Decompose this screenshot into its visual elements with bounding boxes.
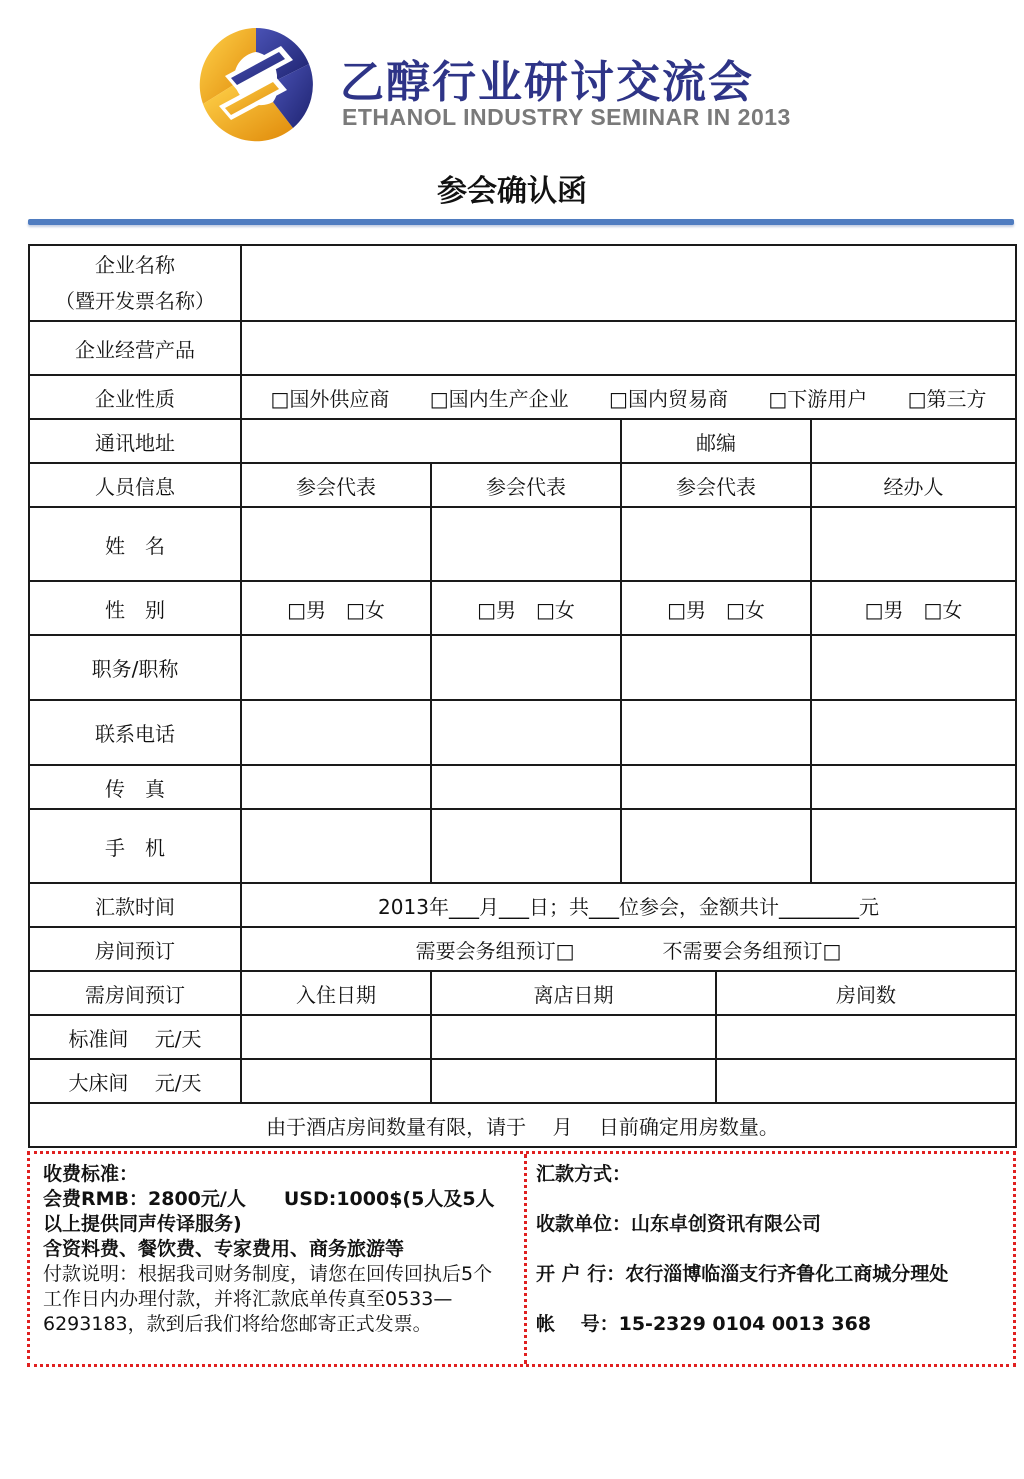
people-label: 人员信息 (29, 463, 241, 507)
brand-name-chinese: 乙醇行业研讨交流会 (340, 57, 754, 108)
hotel-note-row (29, 1103, 1016, 1147)
fee-amount: 会费RMB：2800元/人 USD:1000$(5人及5人以上提供同声传译服务) (43, 1188, 495, 1235)
registration-form (28, 244, 1017, 1148)
standard-checkin-field[interactable] (241, 1015, 431, 1059)
bank-name: 开 户 行：农行淄博临淄支行齐鲁化工商城分理处 (536, 1263, 949, 1285)
phone-field-handler[interactable] (811, 700, 1016, 765)
fax-field-handler[interactable] (811, 765, 1016, 809)
address-row (29, 419, 1016, 463)
products-label: 企业经营产品 (29, 321, 241, 375)
remittance-section (536, 1162, 1006, 1362)
mobile-field-delegate-1[interactable] (241, 809, 431, 883)
mobile-row (29, 809, 1016, 883)
name-label: 姓 名 (29, 507, 241, 581)
mobile-field-delegate-3[interactable] (621, 809, 811, 883)
title-divider (28, 219, 1014, 225)
gender-label: 性 别 (29, 581, 241, 635)
kingbed-room-count-field[interactable] (716, 1059, 1016, 1103)
gender-male-checkbox[interactable]: □男 (287, 597, 326, 622)
phone-field-delegate-1[interactable] (241, 700, 431, 765)
address-label: 通讯地址 (29, 419, 241, 463)
document-title: 参会确认函 (437, 174, 587, 209)
kingbed-checkin-field[interactable] (241, 1059, 431, 1103)
remit-time-row (29, 883, 1016, 927)
phone-row (29, 700, 1016, 765)
payee-name: 收款单位：山东卓创资讯有限公司 (536, 1213, 822, 1235)
gender-options-delegate-2 (431, 581, 621, 635)
gender-female-checkbox[interactable]: □女 (536, 597, 575, 622)
nature-options (241, 375, 1016, 419)
gender-female-checkbox[interactable]: □女 (346, 597, 385, 622)
remit-time-field[interactable]: 2013年___月___日；共___位参会，金额共计________元 (241, 883, 1016, 927)
phone-label: 联系电话 (29, 700, 241, 765)
kingbed-room-label: 大床间 元/天 (29, 1059, 241, 1103)
remittance-title: 汇款方式： (536, 1163, 632, 1185)
gender-male-checkbox[interactable]: □男 (477, 597, 516, 622)
name-field-delegate-1[interactable] (241, 507, 431, 581)
position-row (29, 635, 1016, 700)
people-column-delegate-2: 参会代表 (431, 463, 621, 507)
nature-option-domestic-trader[interactable]: □国内贸易商 (609, 386, 728, 411)
fax-field-delegate-1[interactable] (241, 765, 431, 809)
room-no-need-checkbox[interactable]: 不需要会务组预订□ (662, 938, 842, 963)
gender-male-checkbox[interactable]: □男 (667, 597, 706, 622)
room-need-label: 需房间预订 (29, 971, 241, 1015)
account-number: 帐 号：15-2329 0104 0013 368 (536, 1313, 872, 1335)
nature-option-downstream-user[interactable]: □下游用户 (768, 386, 868, 411)
name-row (29, 507, 1016, 581)
room-booking-row (29, 927, 1016, 971)
payment-note: 付款说明：根据我司财务制度，请您在回传回执后5个工作日内办理付款，并将汇款底单传真至0533—6293183，款到后我们将给您邮寄正式发票。 (43, 1263, 493, 1335)
people-column-delegate-3: 参会代表 (621, 463, 811, 507)
gender-row (29, 581, 1016, 635)
position-label: 职务/职称 (29, 635, 241, 700)
gender-options-delegate-1 (241, 581, 431, 635)
mobile-label: 手 机 (29, 809, 241, 883)
phone-field-delegate-3[interactable] (621, 700, 811, 765)
nature-row (29, 375, 1016, 419)
fax-row (29, 765, 1016, 809)
standard-room-row (29, 1015, 1016, 1059)
mobile-field-delegate-2[interactable] (431, 809, 621, 883)
people-header-row (29, 463, 1016, 507)
people-column-delegate-1: 参会代表 (241, 463, 431, 507)
gender-female-checkbox[interactable]: □女 (923, 597, 963, 622)
postcode-field[interactable] (811, 419, 1016, 463)
kingbed-checkout-field[interactable] (431, 1059, 716, 1103)
room-count-label: 房间数 (716, 971, 1016, 1015)
name-field-delegate-3[interactable] (621, 507, 811, 581)
nature-option-foreign-supplier[interactable]: □国外供应商 (270, 386, 390, 411)
remit-time-label: 汇款时间 (29, 883, 241, 927)
gender-female-checkbox[interactable]: □女 (726, 597, 765, 622)
brand-name-english: ETHANOL INDUSTRY SEMINAR IN 2013 (342, 104, 791, 130)
position-field-delegate-1[interactable] (241, 635, 431, 700)
fee-includes: 含资料费、餐饮费、专家费用、商务旅游等 (43, 1238, 405, 1260)
payment-divider (524, 1154, 527, 1364)
people-column-handler: 经办人 (811, 463, 1016, 507)
nature-label: 企业性质 (29, 375, 241, 419)
seminar-logo (195, 24, 317, 142)
seminar-header (195, 24, 835, 144)
standard-room-count-field[interactable] (716, 1015, 1016, 1059)
standard-room-label: 标准间 元/天 (29, 1015, 241, 1059)
nature-option-domestic-producer[interactable]: □国内生产企业 (429, 386, 569, 411)
room-booking-label: 房间预订 (29, 927, 241, 971)
checkout-label: 离店日期 (431, 971, 716, 1015)
room-need-header-row (29, 971, 1016, 1015)
products-field[interactable] (241, 321, 1016, 375)
company-name-field[interactable] (241, 245, 1016, 321)
products-row (29, 321, 1016, 375)
company-name-label: 企业名称 （暨开发票名称） (29, 245, 241, 321)
position-field-delegate-2[interactable] (431, 635, 621, 700)
position-field-delegate-3[interactable] (621, 635, 811, 700)
name-field-delegate-2[interactable] (431, 507, 621, 581)
postcode-label: 邮编 (621, 419, 811, 463)
nature-option-third-party[interactable]: □第三方 (907, 386, 987, 411)
payment-info-box (27, 1151, 1016, 1367)
fax-label: 传 真 (29, 765, 241, 809)
position-field-handler[interactable] (811, 635, 1016, 700)
checkin-label: 入住日期 (241, 971, 431, 1015)
fee-standard-section (43, 1162, 511, 1337)
address-field[interactable] (241, 419, 621, 463)
room-booking-options (241, 927, 1016, 971)
name-field-handler[interactable] (811, 507, 1016, 581)
room-need-checkbox[interactable]: 需要会务组预订□ (415, 938, 575, 963)
company-name-row (29, 245, 1016, 321)
hotel-note: 由于酒店房间数量有限，请于 月 日前确定用房数量。 (29, 1103, 1016, 1147)
fee-title: 收费标准： (43, 1163, 139, 1185)
gender-options-handler (811, 581, 1016, 635)
fax-field-delegate-2[interactable] (431, 765, 621, 809)
standard-checkout-field[interactable] (431, 1015, 716, 1059)
gender-options-delegate-3 (621, 581, 811, 635)
fax-field-delegate-3[interactable] (621, 765, 811, 809)
mobile-field-handler[interactable] (811, 809, 1016, 883)
phone-field-delegate-2[interactable] (431, 700, 621, 765)
gender-male-checkbox[interactable]: □男 (864, 597, 904, 622)
kingbed-room-row (29, 1059, 1016, 1103)
